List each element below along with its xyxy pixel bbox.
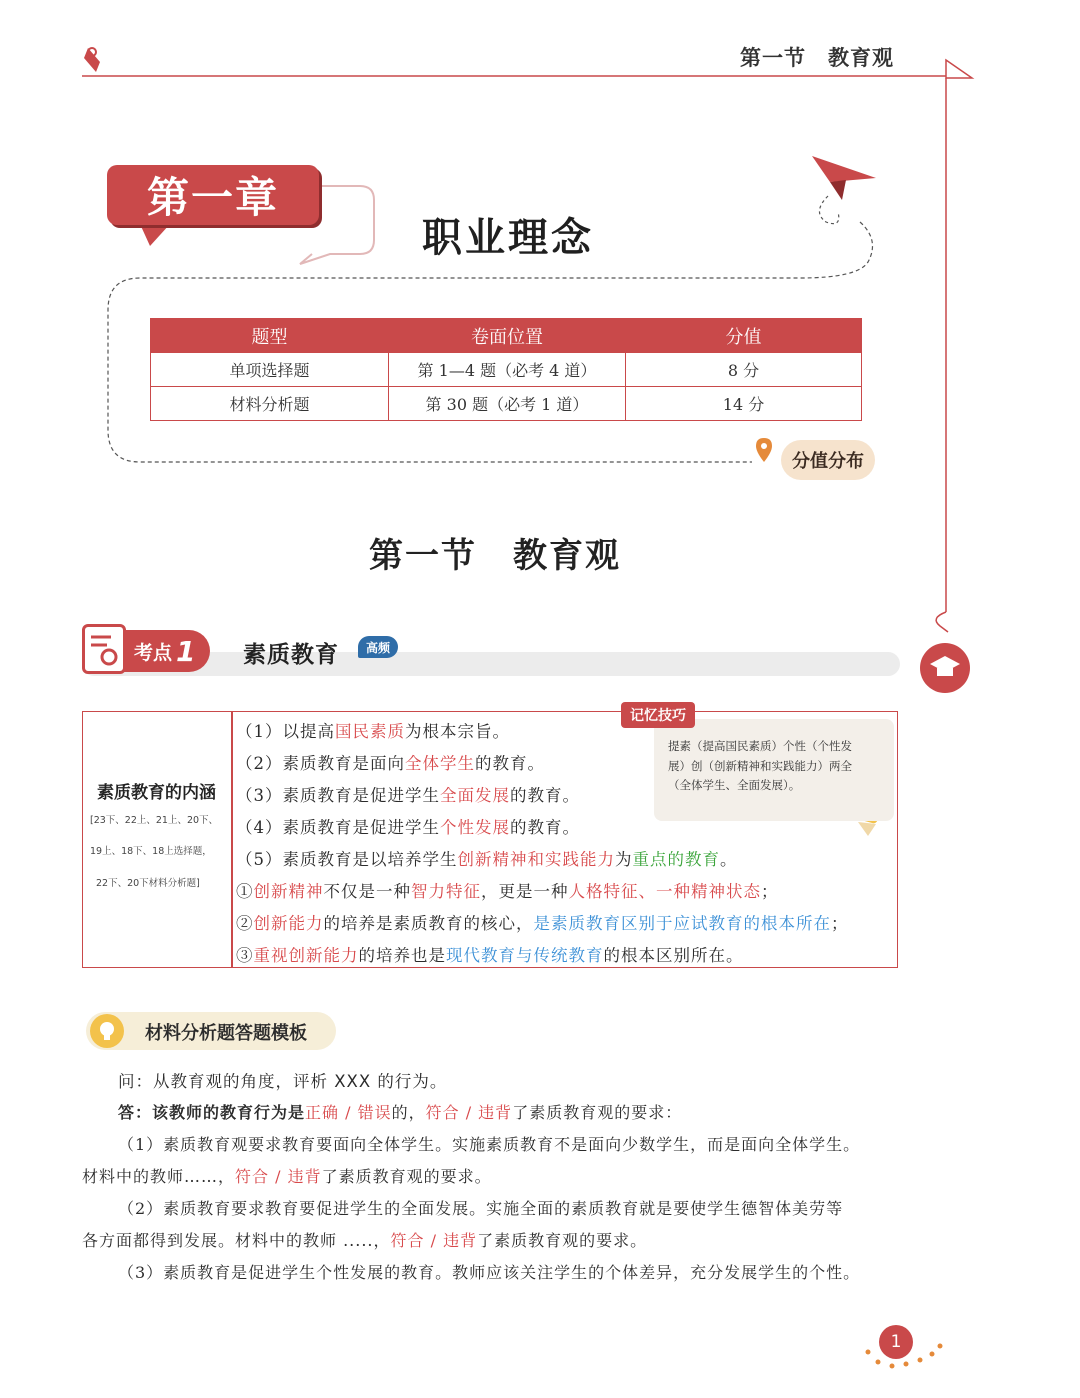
table-row (151, 387, 862, 421)
memory-tip-text: 提素（提高国民素质）个性（个性发展）创（创新精神和实践能力）两全（全体学生、全面发展）。 (668, 739, 852, 792)
location-pin-icon (756, 438, 772, 462)
table-cell: 第 1—4 题（必考 4 道） (389, 353, 626, 387)
content-line-3: （3）素质教育是促进学生全面发展的教育。 (236, 786, 580, 805)
section-title (0, 528, 990, 577)
template-paragraph-1-line-2: 材料中的教师……，符合 / 违背了素质教育观的要求。 (82, 1167, 492, 1186)
running-header (740, 42, 894, 72)
pen-icon (84, 48, 100, 72)
section-name: 教育观 (513, 536, 621, 576)
template-paragraph-3-line-1: （3）素质教育是促进学生个性发展的教育。教师应该关注学生的个体差异，充分发展学生的个性。 (118, 1263, 861, 1282)
kaodian-label: 考点 (134, 641, 173, 664)
content-line-4: （4）素质教育是促进学生个性发展的教育。 (236, 818, 580, 837)
score-distribution-table (150, 318, 862, 421)
kaodian-number: 1 (176, 634, 196, 668)
header-section: 第一节 (740, 45, 806, 70)
template-title: 材料分析题答题模板 (145, 1023, 307, 1044)
exam-tag-line: [23下、22上、21上、20下、 (90, 815, 219, 826)
chapter-title: 职业理念 (422, 214, 594, 261)
content-line-8: ③重视创新能力的培养也是现代教育与传统教育的根本区别所在。 (236, 946, 744, 965)
section-number: 第一节 (369, 536, 477, 576)
table-cell: 14 分 (626, 387, 862, 421)
template-paragraph-1-line-1: （1）素质教育观要求教育要面向全体学生。实施素质教育不是面向少数学生，而是面向全体学生。 (118, 1135, 861, 1154)
exam-tag-line: 19上、18下、18上选择题， (90, 846, 212, 857)
lightbulb-icon (90, 1014, 124, 1048)
content-line-6: ①创新精神不仅是一种智力特征，更是一种人格特征、一种精神状态； (236, 882, 779, 901)
content-line-1: （1）以提高国民素质为根本宗旨。 (236, 722, 510, 741)
exam-tag-line: 22下、20下材料分析题] (96, 878, 200, 889)
content-left-label: 素质教育的内涵 (97, 783, 216, 803)
table-header-row (151, 319, 862, 353)
table-row (151, 353, 862, 387)
memory-tip-tag: 记忆技巧 (621, 702, 695, 728)
chapter-badge: 第一章 (107, 165, 319, 225)
template-answer: 答：该教师的教育行为是正确 / 错误的，符合 / 违背了素质教育观的要求： (118, 1103, 683, 1122)
content-divider (231, 711, 233, 968)
table-header-cell: 卷面位置 (389, 319, 626, 353)
kaodian-title: 素质教育 (243, 642, 339, 668)
table-header-cell: 题型 (151, 319, 389, 353)
content-line-7: ②创新能力的培养是素质教育的核心，是素质教育区别于应试教育的根本所在； (236, 914, 849, 933)
frequency-badge: 高频 (358, 636, 398, 658)
header-topic: 教育观 (828, 45, 894, 70)
table-cell: 第 30 题（必考 1 道） (389, 387, 626, 421)
content-line-2: （2）素质教育是面向全体学生的教育。 (236, 754, 545, 773)
table-cell: 单项选择题 (151, 353, 389, 387)
table-cell: 材料分析题 (151, 387, 389, 421)
paper-plane-icon (812, 156, 876, 224)
table-cell: 8 分 (626, 353, 862, 387)
template-question: 问：从教育观的角度，评析 XXX 的行为。 (118, 1072, 448, 1091)
page-number: 1 (879, 1325, 913, 1359)
kaodian-badge (118, 630, 210, 672)
template-paragraph-2-line-2: 各方面都得到发展。材料中的教师 .....，符合 / 违背了素质教育观的要求。 (82, 1231, 648, 1250)
template-paragraph-2-line-1: （2）素质教育要求教育要促进学生的全面发展。实施全面的素质教育就是要使学生德智体美劳等 (118, 1199, 844, 1218)
score-distribution-label: 分值分布 (781, 440, 875, 480)
content-line-5: （5）素质教育是以培养学生创新精神和实践能力为重点的教育。 (236, 850, 738, 869)
document-search-icon (82, 624, 126, 674)
graduation-cap-icon (920, 643, 970, 693)
table-header-cell: 分值 (626, 319, 862, 353)
